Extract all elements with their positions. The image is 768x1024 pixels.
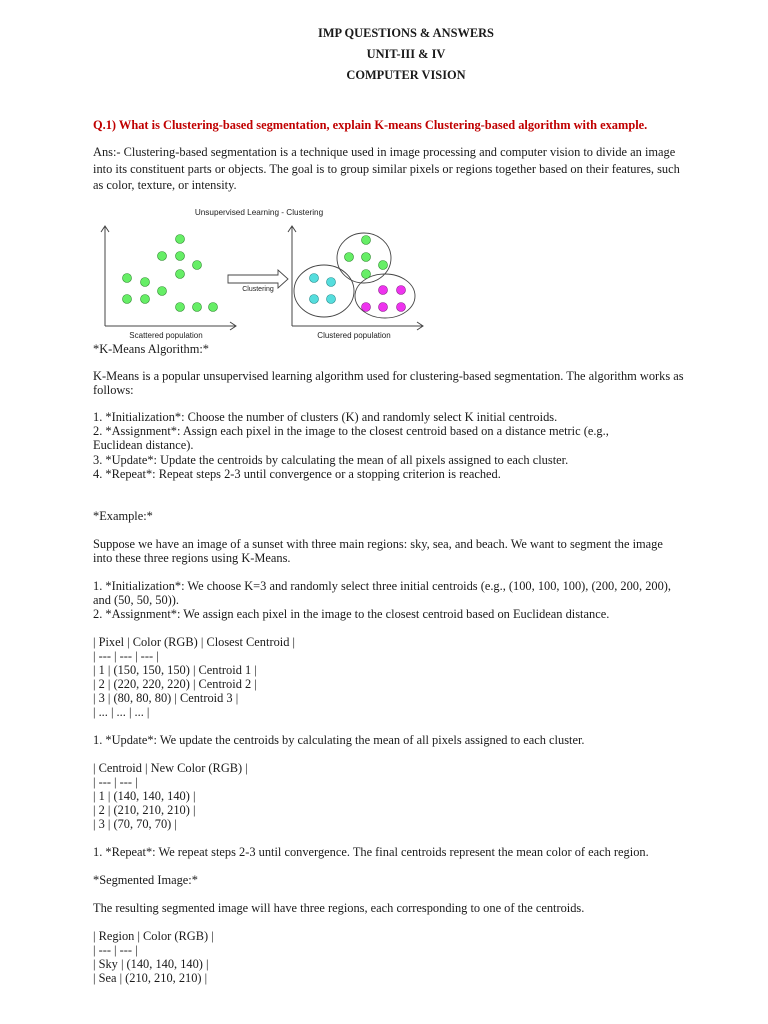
repeat-step: 1. *Repeat*: We repeat steps 2-3 until convergence. The final centroids represent the mean color of each region. — [93, 845, 649, 859]
table2-row: | --- | --- | — [93, 775, 138, 789]
cluster-point — [327, 295, 336, 304]
scatter-point — [176, 270, 185, 279]
left-caption: Scattered population — [129, 331, 203, 340]
update-step: 1. *Update*: We update the centroids by calculating the mean of all pixels assigned to each cluster. — [93, 733, 585, 747]
kmeans-intro: K-Means is a popular unsupervised learning algorithm used for clustering-based segmentation. The algorithm works as follows: — [93, 369, 684, 398]
cluster-point — [397, 303, 406, 312]
example-step-2: 2. *Assignment*: We assign each pixel in the image to the closest centroid based on Euclidean distance. — [93, 607, 610, 621]
doc-title-line1: IMP QUESTIONS & ANSWERS — [318, 26, 494, 40]
scatter-point — [123, 295, 132, 304]
example-heading: *Example:* — [93, 509, 153, 523]
cluster-point — [379, 303, 388, 312]
cluster-point — [362, 270, 371, 279]
table1-row: | ... | ... | ... | — [93, 705, 150, 719]
scatter-point — [193, 303, 202, 312]
cluster-magenta-points — [362, 286, 406, 312]
scatter-point — [141, 295, 150, 304]
table2-row: | Centroid | New Color (RGB) | — [93, 761, 248, 775]
question-heading: Q.1) What is Clustering-based segmentation, explain K-means Clustering-based algorithm with example. — [93, 118, 648, 132]
step-4: 4. *Repeat*: Repeat steps 2-3 until convergence or a stopping criterion is reached. — [93, 467, 501, 481]
table3-row: | Sky | (140, 140, 140) | — [93, 957, 209, 971]
cluster-point — [397, 286, 406, 295]
segmented-heading: *Segmented Image:* — [93, 873, 198, 887]
cluster-point — [379, 261, 388, 270]
table1-row: | --- | --- | --- | — [93, 649, 159, 663]
cluster-point — [327, 278, 336, 287]
doc-title-line2: UNIT-III & IV — [366, 47, 446, 61]
cluster-point — [362, 303, 371, 312]
example-step-1: 1. *Initialization*: We choose K=3 and randomly select three initial centroids (e.g., (100, 100, 100), (200, 200, 200), and (50, 50, 50)). — [93, 579, 672, 608]
table2-row: | 3 | (70, 70, 70) | — [93, 817, 177, 831]
table1-row: | 3 | (80, 80, 80) | Centroid 3 | — [93, 691, 239, 705]
cluster-point — [362, 236, 371, 245]
scatter-point — [158, 252, 167, 261]
step-2: 2. *Assignment*: Assign each pixel in the image to the closest centroid based on a distance metric (e.g., Euclidean distance). — [93, 424, 609, 453]
scatter-point — [158, 287, 167, 296]
cluster-point — [362, 253, 371, 262]
table2-row: | 2 | (210, 210, 210) | — [93, 803, 196, 817]
table1-row: | Pixel | Color (RGB) | Closest Centroid | — [93, 635, 295, 649]
right-caption: Clustered population — [317, 331, 391, 340]
cluster-green-points — [345, 236, 388, 279]
cluster-point — [310, 274, 319, 283]
kmeans-heading: *K-Means Algorithm:* — [93, 342, 209, 356]
scatter-point — [176, 252, 185, 261]
scatter-point — [176, 235, 185, 244]
step-1: 1. *Initialization*: Choose the number of clusters (K) and randomly select K initial centroids. — [93, 410, 558, 424]
scatter-point — [123, 274, 132, 283]
step-3: 3. *Update*: Update the centroids by calculating the mean of all pixels assigned to each cluster. — [93, 453, 569, 467]
cluster-point — [310, 295, 319, 304]
cluster-cyan-points — [310, 274, 336, 304]
scatter-point — [176, 303, 185, 312]
figure-title: Unsupervised Learning - Clustering — [194, 208, 324, 217]
scatter-point — [141, 278, 150, 287]
doc-title-line3: COMPUTER VISION — [346, 68, 466, 82]
clustering-figure — [98, 204, 428, 342]
table3-row: | Region | Color (RGB) | — [93, 929, 214, 943]
table1-row: | 2 | (220, 220, 220) | Centroid 2 | — [93, 677, 257, 691]
table1-row: | 1 | (150, 150, 150) | Centroid 1 | — [93, 663, 257, 677]
scattered-points — [123, 235, 218, 312]
table2-row: | 1 | (140, 140, 140) | — [93, 789, 196, 803]
arrow-label: Clustering — [242, 286, 274, 293]
cluster-point — [379, 286, 388, 295]
table3-row: | --- | --- | — [93, 943, 138, 957]
cluster-point — [345, 253, 354, 262]
segmented-intro: The resulting segmented image will have three regions, each corresponding to one of the centroids. — [93, 901, 585, 915]
answer-intro: Ans:- Clustering-based segmentation is a technique used in image processing and computer vision to divide an image into its constituent parts or objects. The goal is to group similar pixels or regions together based on their features, such as color, texture, or intensity. — [93, 145, 680, 192]
table3-row: | Sea | (210, 210, 210) | — [93, 971, 208, 985]
scatter-point — [193, 261, 202, 270]
left-axes — [101, 226, 236, 330]
scatter-point — [209, 303, 218, 312]
example-intro: Suppose we have an image of a sunset with three main regions: sky, sea, and beach. We want to segment the image into these three regions using K-Means. — [93, 537, 663, 566]
